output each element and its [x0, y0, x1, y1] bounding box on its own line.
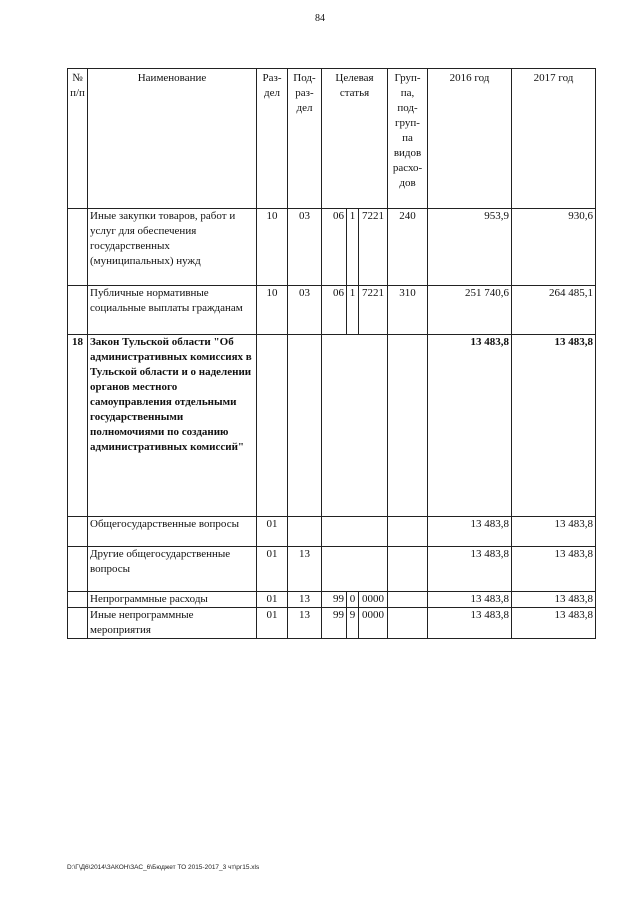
row-2017: 13 483,8	[512, 335, 596, 517]
header-group: Груп-па, под-груп-па видов расхо-дов	[388, 69, 428, 209]
row-target	[322, 335, 388, 517]
row-razdel: 10	[257, 286, 288, 335]
row-razdel: 01	[257, 517, 288, 547]
table-row	[68, 286, 596, 335]
row-name: Публичные нормативные социальные выплаты гражданам	[88, 286, 257, 335]
table-row	[68, 335, 596, 517]
row-2016: 13 483,8	[428, 547, 512, 592]
row-num	[68, 547, 88, 592]
row-razdel: 01	[257, 608, 288, 639]
header-row	[68, 69, 596, 209]
header-razdel: Раз-дел	[257, 69, 288, 209]
row-target-1: 99	[322, 592, 347, 608]
row-razdel: 01	[257, 592, 288, 608]
row-group	[388, 592, 428, 608]
row-name: Другие общегосударственные вопросы	[88, 547, 257, 592]
row-name: Иные непрограммные мероприятия	[88, 608, 257, 639]
row-razdel: 01	[257, 547, 288, 592]
row-target-2: 1	[347, 286, 359, 335]
row-target-3: 7221	[359, 286, 388, 335]
row-name: Общегосударственные вопросы	[88, 517, 257, 547]
row-podrazdel: 03	[288, 209, 322, 286]
row-name: Иные закупки товаров, работ и услуг для обеспечения государственных (муниципальных) нужд	[88, 209, 257, 286]
row-target-2: 0	[347, 592, 359, 608]
table-row	[68, 592, 596, 608]
budget-table	[67, 68, 596, 639]
table-row	[68, 608, 596, 639]
row-2016: 953,9	[428, 209, 512, 286]
row-2017: 930,6	[512, 209, 596, 286]
row-num	[68, 286, 88, 335]
row-name: Закон Тульской области "Об административных комиссиях в Тульской области и о наделении органов местного самоуправления отдельными государственными полномочиями по созданию административных комиссий"	[88, 335, 257, 517]
row-num	[68, 209, 88, 286]
row-2017: 13 483,8	[512, 547, 596, 592]
table-row	[68, 517, 596, 547]
row-2017: 13 483,8	[512, 608, 596, 639]
row-target-3: 7221	[359, 209, 388, 286]
row-target	[322, 547, 388, 592]
row-group	[388, 517, 428, 547]
row-group	[388, 547, 428, 592]
row-target-1: 99	[322, 608, 347, 639]
row-2016: 13 483,8	[428, 517, 512, 547]
row-podrazdel: 13	[288, 608, 322, 639]
page-number: 84	[315, 13, 325, 24]
row-target	[322, 517, 388, 547]
row-num: 18	[68, 335, 88, 517]
row-podrazdel: 13	[288, 592, 322, 608]
header-name: Наименование	[88, 69, 257, 209]
header-target: Целевая статья	[322, 69, 388, 209]
row-razdel: 10	[257, 209, 288, 286]
table-row	[68, 547, 596, 592]
row-2016: 13 483,8	[428, 592, 512, 608]
row-target-3: 0000	[359, 608, 388, 639]
row-target-3: 0000	[359, 592, 388, 608]
row-group: 240	[388, 209, 428, 286]
header-2017: 2017 год	[512, 69, 596, 209]
row-podrazdel	[288, 517, 322, 547]
row-target-1: 06	[322, 209, 347, 286]
row-group	[388, 608, 428, 639]
row-target-2: 1	[347, 209, 359, 286]
row-podrazdel: 03	[288, 286, 322, 335]
row-target-2: 9	[347, 608, 359, 639]
header-num: № п/п	[68, 69, 88, 209]
row-2017: 264 485,1	[512, 286, 596, 335]
row-podrazdel: 13	[288, 547, 322, 592]
row-target-1: 06	[322, 286, 347, 335]
row-num	[68, 592, 88, 608]
row-num	[68, 517, 88, 547]
row-2017: 13 483,8	[512, 592, 596, 608]
row-2016: 13 483,8	[428, 608, 512, 639]
row-2016: 251 740,6	[428, 286, 512, 335]
row-group	[388, 335, 428, 517]
row-name: Непрограммные расходы	[88, 592, 257, 608]
file-path-footer: D:\Г\Д6\2014\ЗАКОН\ЗАС_6\Бюджет ТО 2015-2017_3 чт\рг15.xls	[67, 864, 260, 871]
row-2017: 13 483,8	[512, 517, 596, 547]
table-row	[68, 209, 596, 286]
header-podrazdel: Под-раз-дел	[288, 69, 322, 209]
row-group: 310	[388, 286, 428, 335]
header-2016: 2016 год	[428, 69, 512, 209]
row-num	[68, 608, 88, 639]
row-razdel	[257, 335, 288, 517]
row-podrazdel	[288, 335, 322, 517]
row-2016: 13 483,8	[428, 335, 512, 517]
